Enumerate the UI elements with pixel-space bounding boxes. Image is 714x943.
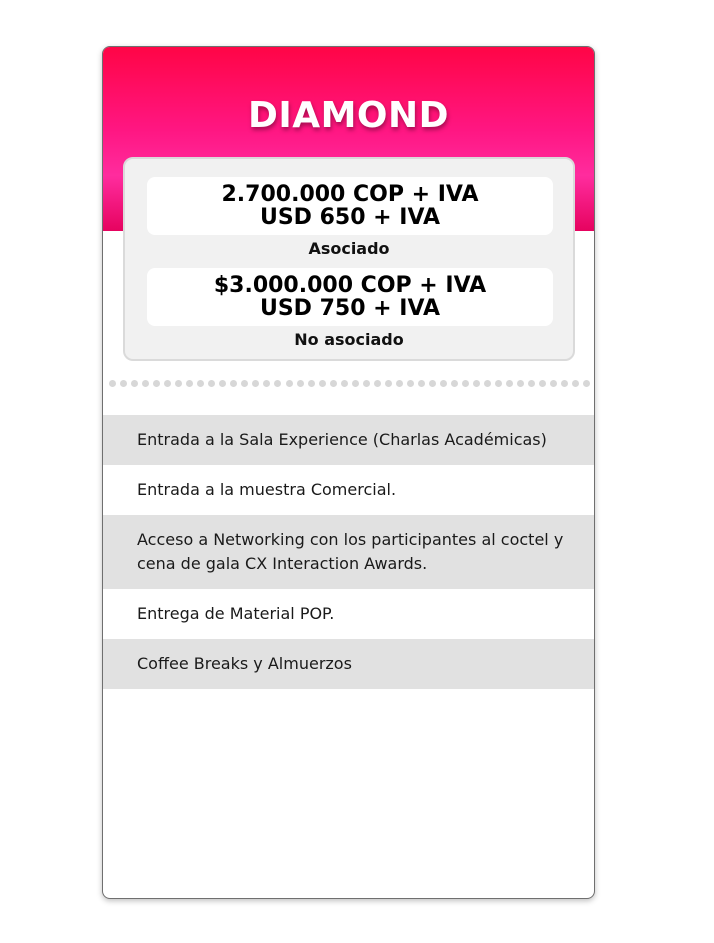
pricing-card [102, 46, 595, 899]
dotted-divider [109, 380, 591, 387]
divider-dot [451, 380, 458, 387]
divider-dot [131, 380, 138, 387]
divider-dot [385, 380, 392, 387]
divider-dot [263, 380, 270, 387]
feature-item: Entrada a la muestra Comercial. [103, 465, 594, 515]
price-box [123, 157, 575, 361]
price-pill-associate [147, 177, 553, 235]
divider-dot [219, 380, 226, 387]
divider-dot [374, 380, 381, 387]
feature-item: Acceso a Networking con los participantes al coctel y cena de gala CX Interaction Awards. [103, 515, 594, 589]
feature-list [103, 415, 594, 689]
divider-dot [462, 380, 469, 387]
divider-dot [186, 380, 193, 387]
divider-dot [175, 380, 182, 387]
divider-dot [484, 380, 491, 387]
divider-dot [572, 380, 579, 387]
divider-dot [561, 380, 568, 387]
divider-dot [583, 380, 590, 387]
divider-dot [396, 380, 403, 387]
divider-dot [197, 380, 204, 387]
feature-item: Coffee Breaks y Almuerzos [103, 639, 594, 689]
divider-dot [363, 380, 370, 387]
divider-dot [407, 380, 414, 387]
divider-dot [341, 380, 348, 387]
price-usd-associate: USD 650 + IVA [259, 205, 441, 230]
divider-dot [429, 380, 436, 387]
price-pill-non-associate [147, 268, 553, 326]
divider-dot [517, 380, 524, 387]
feature-item: Entrada a la Sala Experience (Charlas Académicas) [103, 415, 594, 465]
divider-dot [418, 380, 425, 387]
divider-dot [308, 380, 315, 387]
divider-dot [153, 380, 160, 387]
divider-dot [274, 380, 281, 387]
divider-dot [495, 380, 502, 387]
divider-dot [142, 380, 149, 387]
price-label-non-associate: No asociado [294, 330, 404, 349]
price-label-associate: Asociado [308, 239, 390, 258]
divider-dot [319, 380, 326, 387]
price-usd-non-associate: USD 750 + IVA [259, 296, 441, 321]
divider-dot [208, 380, 215, 387]
divider-dot [252, 380, 259, 387]
feature-item: Entrega de Material POP. [103, 589, 594, 639]
divider-dot [352, 380, 359, 387]
divider-dot [539, 380, 546, 387]
divider-dot [473, 380, 480, 387]
divider-dot [164, 380, 171, 387]
divider-dot [120, 380, 127, 387]
divider-dot [297, 380, 304, 387]
price-cop-non-associate: $3.000.000 COP + IVA [213, 273, 487, 298]
divider-dot [550, 380, 557, 387]
plan-title: DIAMOND [247, 95, 450, 136]
divider-dot [286, 380, 293, 387]
divider-dot [109, 380, 116, 387]
price-cop-associate: 2.700.000 COP + IVA [221, 182, 479, 207]
divider-dot [506, 380, 513, 387]
divider-dot [440, 380, 447, 387]
divider-dot [528, 380, 535, 387]
divider-dot [230, 380, 237, 387]
divider-dot [241, 380, 248, 387]
divider-dot [330, 380, 337, 387]
